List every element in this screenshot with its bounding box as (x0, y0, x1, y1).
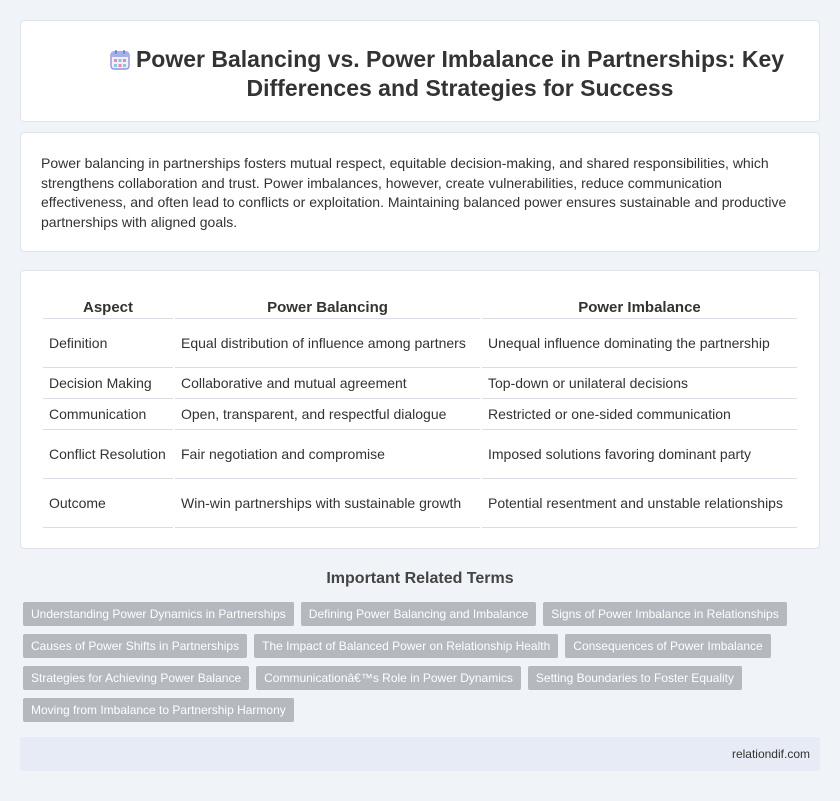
related-term-tag[interactable]: Strategies for Achieving Power Balance (23, 666, 249, 690)
related-term-tag[interactable]: The Impact of Balanced Power on Relationship Health (254, 634, 558, 658)
comparison-card (20, 270, 820, 549)
related-term-tag[interactable]: Consequences of Power Imbalance (565, 634, 770, 658)
intro-card (20, 132, 820, 252)
table-row (43, 368, 797, 399)
table-cell: Collaborative and mutual agreement (175, 368, 480, 399)
table-cell: Potential resentment and unstable relationships (482, 479, 797, 528)
header-power-balancing: Power Balancing (175, 295, 480, 319)
table-cell: Conflict Resolution (43, 430, 173, 479)
table-cell: Top-down or unilateral decisions (482, 368, 797, 399)
related-term-tag[interactable]: Signs of Power Imbalance in Relationships (543, 602, 786, 626)
table-row (43, 399, 797, 430)
table-cell: Open, transparent, and respectful dialogue (175, 399, 480, 430)
table-row (43, 319, 797, 368)
calendar-icon (109, 49, 131, 71)
header-aspect: Aspect (43, 295, 173, 319)
related-term-tag[interactable]: Setting Boundaries to Foster Equality (528, 666, 742, 690)
table-row (43, 430, 797, 479)
related-terms-list (23, 602, 813, 730)
related-term-tag[interactable]: Understanding Power Dynamics in Partnerships (23, 602, 294, 626)
intro-paragraph: Power balancing in partnerships fosters mutual respect, equitable decision-making, and shared responsibilities, which strengthens collaboration and trust. Power imbalances, however, create vulnerabilities, reduce communication effectiveness, and often lead to conflicts or exploitation. Maintaining balanced power ensures sustainable and productive partnerships with aligned goals. (41, 155, 787, 230)
table-cell: Restricted or one-sided communication (482, 399, 797, 430)
header-power-imbalance: Power Imbalance (482, 295, 797, 319)
table-cell: Definition (43, 319, 173, 368)
related-term-tag[interactable]: Communicationâ€™s Role in Power Dynamics (256, 666, 521, 690)
footer (20, 737, 820, 771)
table-row (43, 479, 797, 528)
footer-site-link[interactable]: relationdif.com (731, 747, 810, 761)
comparison-table (41, 295, 799, 528)
title-card (20, 20, 820, 122)
table-cell: Equal distribution of influence among partners (175, 319, 480, 368)
table-cell: Imposed solutions favoring dominant party (482, 430, 797, 479)
table-cell: Unequal influence dominating the partnership (482, 319, 797, 368)
related-term-tag[interactable]: Causes of Power Shifts in Partnerships (23, 634, 247, 658)
table-header-row (43, 295, 797, 319)
table-cell: Win-win partnerships with sustainable growth (175, 479, 480, 528)
related-term-tag[interactable]: Moving from Imbalance to Partnership Harmony (23, 698, 294, 722)
page-title: Power Balancing vs. Power Imbalance in Partnerships: Key Differences and Strategies for Success (135, 46, 785, 101)
related-terms-title: Important Related Terms (326, 570, 514, 587)
table-cell: Communication (43, 399, 173, 430)
table-cell: Decision Making (43, 368, 173, 399)
table-cell: Fair negotiation and compromise (175, 430, 480, 479)
related-term-tag[interactable]: Defining Power Balancing and Imbalance (301, 602, 536, 626)
table-cell: Outcome (43, 479, 173, 528)
